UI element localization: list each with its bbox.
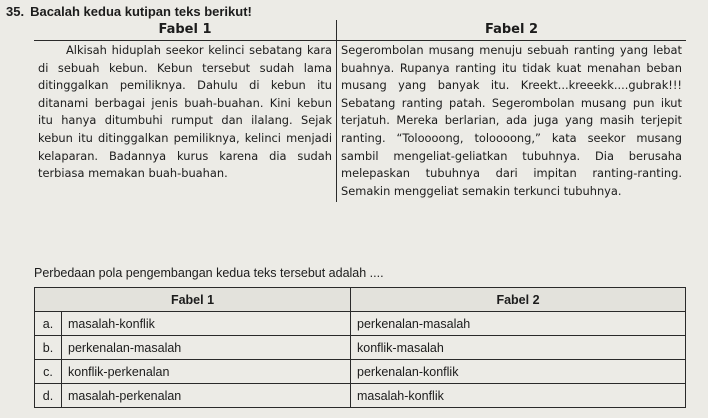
question-number: 35. bbox=[6, 4, 25, 19]
answer-header-row bbox=[35, 288, 686, 312]
fable-texts-body-row bbox=[34, 41, 686, 203]
answer-option-a[interactable] bbox=[35, 312, 686, 336]
option-fabel-2: konflik-masalah bbox=[351, 336, 686, 360]
fable-1-header: Fabel 1 bbox=[158, 22, 212, 37]
question-prompt: Perbedaan pola pengembangan kedua teks tersebut adalah .... bbox=[34, 266, 384, 280]
option-fabel-2: perkenalan-konflik bbox=[351, 360, 686, 384]
option-fabel-1: konflik-perkenalan bbox=[62, 360, 351, 384]
answer-option-b[interactable] bbox=[35, 336, 686, 360]
option-fabel-1: masalah-konflik bbox=[62, 312, 351, 336]
answer-options-table bbox=[34, 287, 686, 408]
option-fabel-2: masalah-konflik bbox=[351, 384, 686, 408]
question-instruction: Bacalah kedua kutipan teks berikut! bbox=[30, 4, 252, 19]
question-title bbox=[6, 4, 258, 19]
option-letter: b. bbox=[35, 336, 62, 360]
answer-option-d[interactable] bbox=[35, 384, 686, 408]
answer-option-c[interactable] bbox=[35, 360, 686, 384]
answer-header-fabel-2: Fabel 2 bbox=[351, 288, 686, 312]
fable-2-header: Fabel 2 bbox=[337, 20, 687, 41]
fable-texts-table bbox=[34, 20, 686, 202]
option-letter: d. bbox=[35, 384, 62, 408]
option-letter: a. bbox=[35, 312, 62, 336]
fable-texts-header-row bbox=[34, 20, 686, 41]
option-letter: c. bbox=[35, 360, 62, 384]
fable-1-text: Alkisah hiduplah seekor kelinci sebatang kara di sebuah kebun. Kebun tersebut sudah lama ditinggalkan pemiliknya. Dahulu di kebun itu ditanami berbagai jenis buah-buahan. Kini kebun itu hanya ditumbuhi rumput dan ilalang. Sejak kebun itu ditinggalkan pemiliknya, kelinci menjadi kelaparan. Badannya kurus karena dia sudah terbiasa memakan buah-buahan. bbox=[38, 43, 332, 181]
option-fabel-2: perkenalan-masalah bbox=[351, 312, 686, 336]
answer-header-fabel-1: Fabel 1 bbox=[35, 288, 351, 312]
fable-2-text: Segerombolan musang menuju sebuah ranting yang lebat buahnya. Rupanya ranting itu tidak kuat menahan beban musang yang banyak itu. Kreekt...kreeekk....gubrak!!! Sebatang ranting patah. Segerombolan musang pun ikut terjatuh. Mereka berlarian, ada juga yang masih terjepit ranting. “Toloooong, toloooong,” kata seekor musang sambil mengeliat-geliatkan tubuhnya. Dia berusaha melepaskan tubuhnya dari impitan ranting-ranting. Semakin menggeliat semakin terkunci tubuhnya. bbox=[337, 41, 687, 203]
option-fabel-1: masalah-perkenalan bbox=[62, 384, 351, 408]
option-fabel-1: perkenalan-masalah bbox=[62, 336, 351, 360]
